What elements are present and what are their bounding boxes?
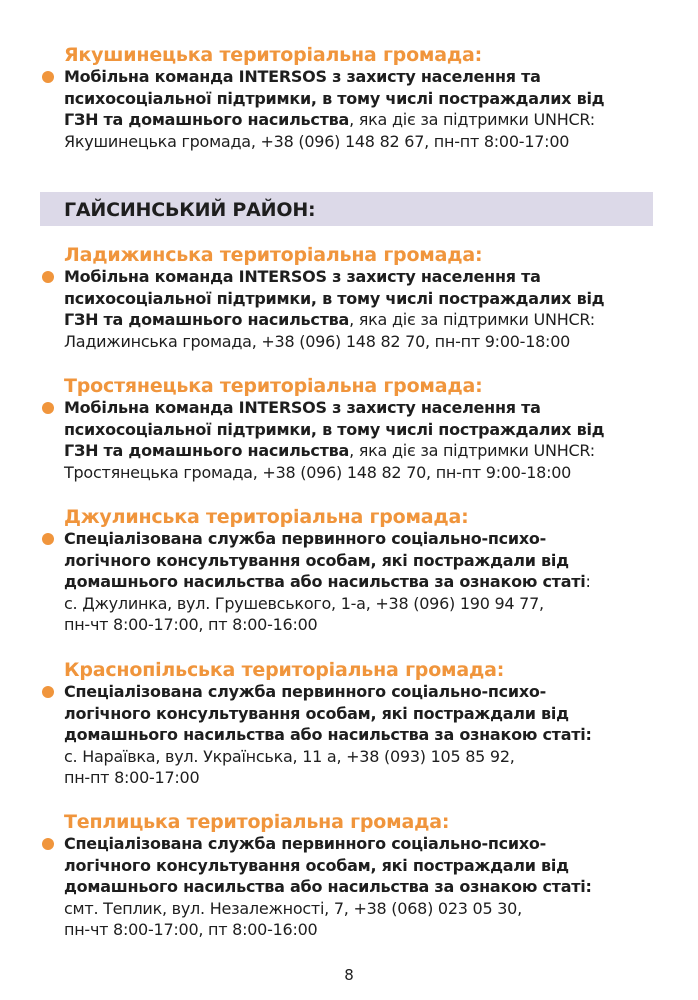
entry-line-bold: психосоціальної підтримки, в тому числі постраждалих від — [64, 288, 605, 308]
entry-line-text: , яка діє за підтримки UNHCR: — [349, 441, 595, 460]
entry-line — [64, 266, 662, 288]
entry-line — [64, 724, 662, 746]
section-heading: Якушинецька територіальна громада: — [64, 44, 483, 66]
entry-line-text: Якушинецька громада, +38 (096) 148 82 67, пн-пт 8:00-17:00 — [64, 131, 570, 151]
entry-line-text: пн-чт 8:00-17:00, пт 8:00-16:00 — [64, 615, 318, 634]
entry-line — [64, 66, 662, 88]
entry-line — [64, 703, 662, 725]
entry-line-text: пн-пт 8:00-17:00 — [64, 768, 200, 787]
entry-line — [64, 898, 662, 920]
entry-line — [64, 614, 662, 636]
entry-line-bold: психосоціальної підтримки, в тому числі постраждалих від — [64, 88, 605, 108]
section-trostianets — [42, 375, 662, 483]
entry-line — [64, 876, 662, 898]
bullet-icon — [42, 533, 54, 545]
entry-line — [64, 309, 662, 331]
district-title: ГАЙСИНСЬКИЙ РАЙОН: — [64, 199, 316, 221]
entry-line — [64, 397, 662, 419]
entry-line-bold: Мобільна команда INTERSOS з захисту населення та — [64, 398, 541, 417]
entry-line — [64, 288, 662, 310]
entry-line — [64, 833, 662, 855]
entry-line-bold: логічного консультування особам, які постраждали від — [64, 855, 569, 875]
entry-line-text: с. Джулинка, вул. Грушевського, 1-а, +38 (096) 190 94 77, — [64, 593, 544, 613]
entry-line-bold: ГЗН та домашнього насильства — [64, 110, 350, 129]
entry-line — [64, 550, 662, 572]
entry-line-bold: домашнього насильства або насильства за ознакою статі: — [64, 725, 592, 744]
section-yakushyntsi — [42, 44, 662, 152]
section-heading: Джулинська територіальна громада: — [64, 506, 469, 528]
section-teplyk — [42, 811, 662, 941]
entry-line-bold: психосоціальної підтримки, в тому числі постраждалих від — [64, 419, 605, 439]
entry-line — [64, 571, 662, 593]
entry-line — [64, 419, 662, 441]
district-header — [40, 192, 653, 226]
bullet-icon — [42, 271, 54, 283]
entry-line-bold: Мобільна команда INTERSOS з захисту населення та — [64, 267, 541, 286]
section-heading: Ладижинська територіальна громада: — [64, 244, 483, 266]
entry-line-bold: логічного консультування особам, які постраждали від — [64, 550, 569, 570]
entry-line — [64, 746, 662, 768]
section-dzhulynka — [42, 506, 662, 636]
entry-line — [64, 528, 662, 550]
bullet-icon — [42, 71, 54, 83]
service-entry — [64, 66, 662, 152]
entry-line — [64, 767, 662, 789]
entry-line — [64, 681, 662, 703]
service-entry — [64, 397, 662, 483]
entry-line-text: , яка діє за підтримки UNHCR: — [349, 310, 595, 329]
entry-line-bold: домашнього насильства або насильства за ознакою статі — [64, 572, 586, 591]
entry-line — [64, 440, 662, 462]
entry-line-text: смт. Теплик, вул. Незалежності, 7, +38 (068) 023 05 30, — [64, 898, 522, 918]
entry-line-text: : — [585, 572, 591, 591]
entry-line — [64, 919, 662, 941]
entry-line-text: , яка діє за підтримки UNHCR: — [349, 110, 595, 129]
entry-line — [64, 109, 662, 131]
entry-line-text: Тростянецька громада, +38 (096) 148 82 70, пн-пт 9:00-18:00 — [64, 462, 572, 482]
entry-line-bold: логічного консультування особам, які постраждали від — [64, 703, 569, 723]
bullet-icon — [42, 838, 54, 850]
service-entry — [64, 528, 662, 636]
entry-line — [64, 88, 662, 110]
entry-line-bold: домашнього насильства або насильства за ознакою статі: — [64, 877, 592, 896]
entry-line — [64, 855, 662, 877]
entry-line — [64, 331, 662, 353]
service-entry — [64, 681, 662, 789]
entry-line — [64, 593, 662, 615]
service-entry — [64, 833, 662, 941]
page-number: 8 — [344, 966, 354, 984]
entry-line-bold: Спеціалізована служба первинного соціально-психо- — [64, 834, 547, 853]
section-heading: Краснопільська територіальна громада: — [64, 659, 505, 681]
entry-line-bold: ГЗН та домашнього насильства — [64, 441, 350, 460]
entry-line-text: Ладижинська громада, +38 (096) 148 82 70, пн-пт 9:00-18:00 — [64, 331, 571, 351]
section-krasnopil — [42, 659, 662, 789]
section-ladyzhyn — [42, 244, 662, 352]
entry-line — [64, 462, 662, 484]
section-heading: Теплицька територіальна громада: — [64, 811, 450, 833]
service-entry — [64, 266, 662, 352]
entry-line-text: пн-чт 8:00-17:00, пт 8:00-16:00 — [64, 920, 318, 939]
entry-line-bold: Спеціалізована служба первинного соціально-психо- — [64, 682, 547, 701]
entry-line — [64, 131, 662, 153]
entry-line-bold: Мобільна команда INTERSOS з захисту населення та — [64, 67, 541, 86]
bullet-icon — [42, 402, 54, 414]
bullet-icon — [42, 686, 54, 698]
entry-line-bold: ГЗН та домашнього насильства — [64, 310, 350, 329]
entry-line-bold: Спеціалізована служба первинного соціально-психо- — [64, 529, 547, 548]
entry-line-text: с. Нараївка, вул. Українська, 11 а, +38 (093) 105 85 92, — [64, 746, 515, 766]
section-heading: Тростянецька територіальна громада: — [64, 375, 483, 397]
